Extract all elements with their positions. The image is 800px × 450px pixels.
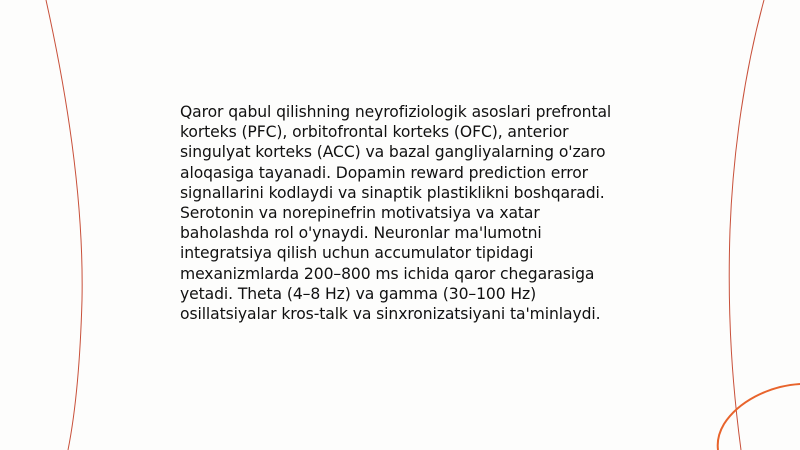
right-decorative-curve bbox=[729, 0, 764, 450]
right-accent-arc bbox=[718, 384, 800, 450]
left-decorative-curve bbox=[46, 0, 82, 450]
body-paragraph: Qaror qabul qilishning neyrofiziologik asoslari prefrontal korteks (PFC), orbitofrontal korteks (OFC), anterior singulyat korteks (ACC) va bazal gangliyalarning o'zaro aloqasiga tayanadi. Dopamin reward prediction error signallarini kodlaydi va sinaptik plastiklikni boshqaradi. Serotonin va norepinefrin motivatsiya va xatar baholashda rol o'ynaydi. Neuronlar ma'lumotni integratsiya qilish uchun accumulator tipidagi mexanizmlarda 200–800 ms ichida qaror chegarasiga yetadi. Theta (4–8 Hz) va gamma (30–100 Hz) osillatsiyalar kros-talk va sinxronizatsiyani ta'minlaydi. bbox=[180, 103, 612, 324]
